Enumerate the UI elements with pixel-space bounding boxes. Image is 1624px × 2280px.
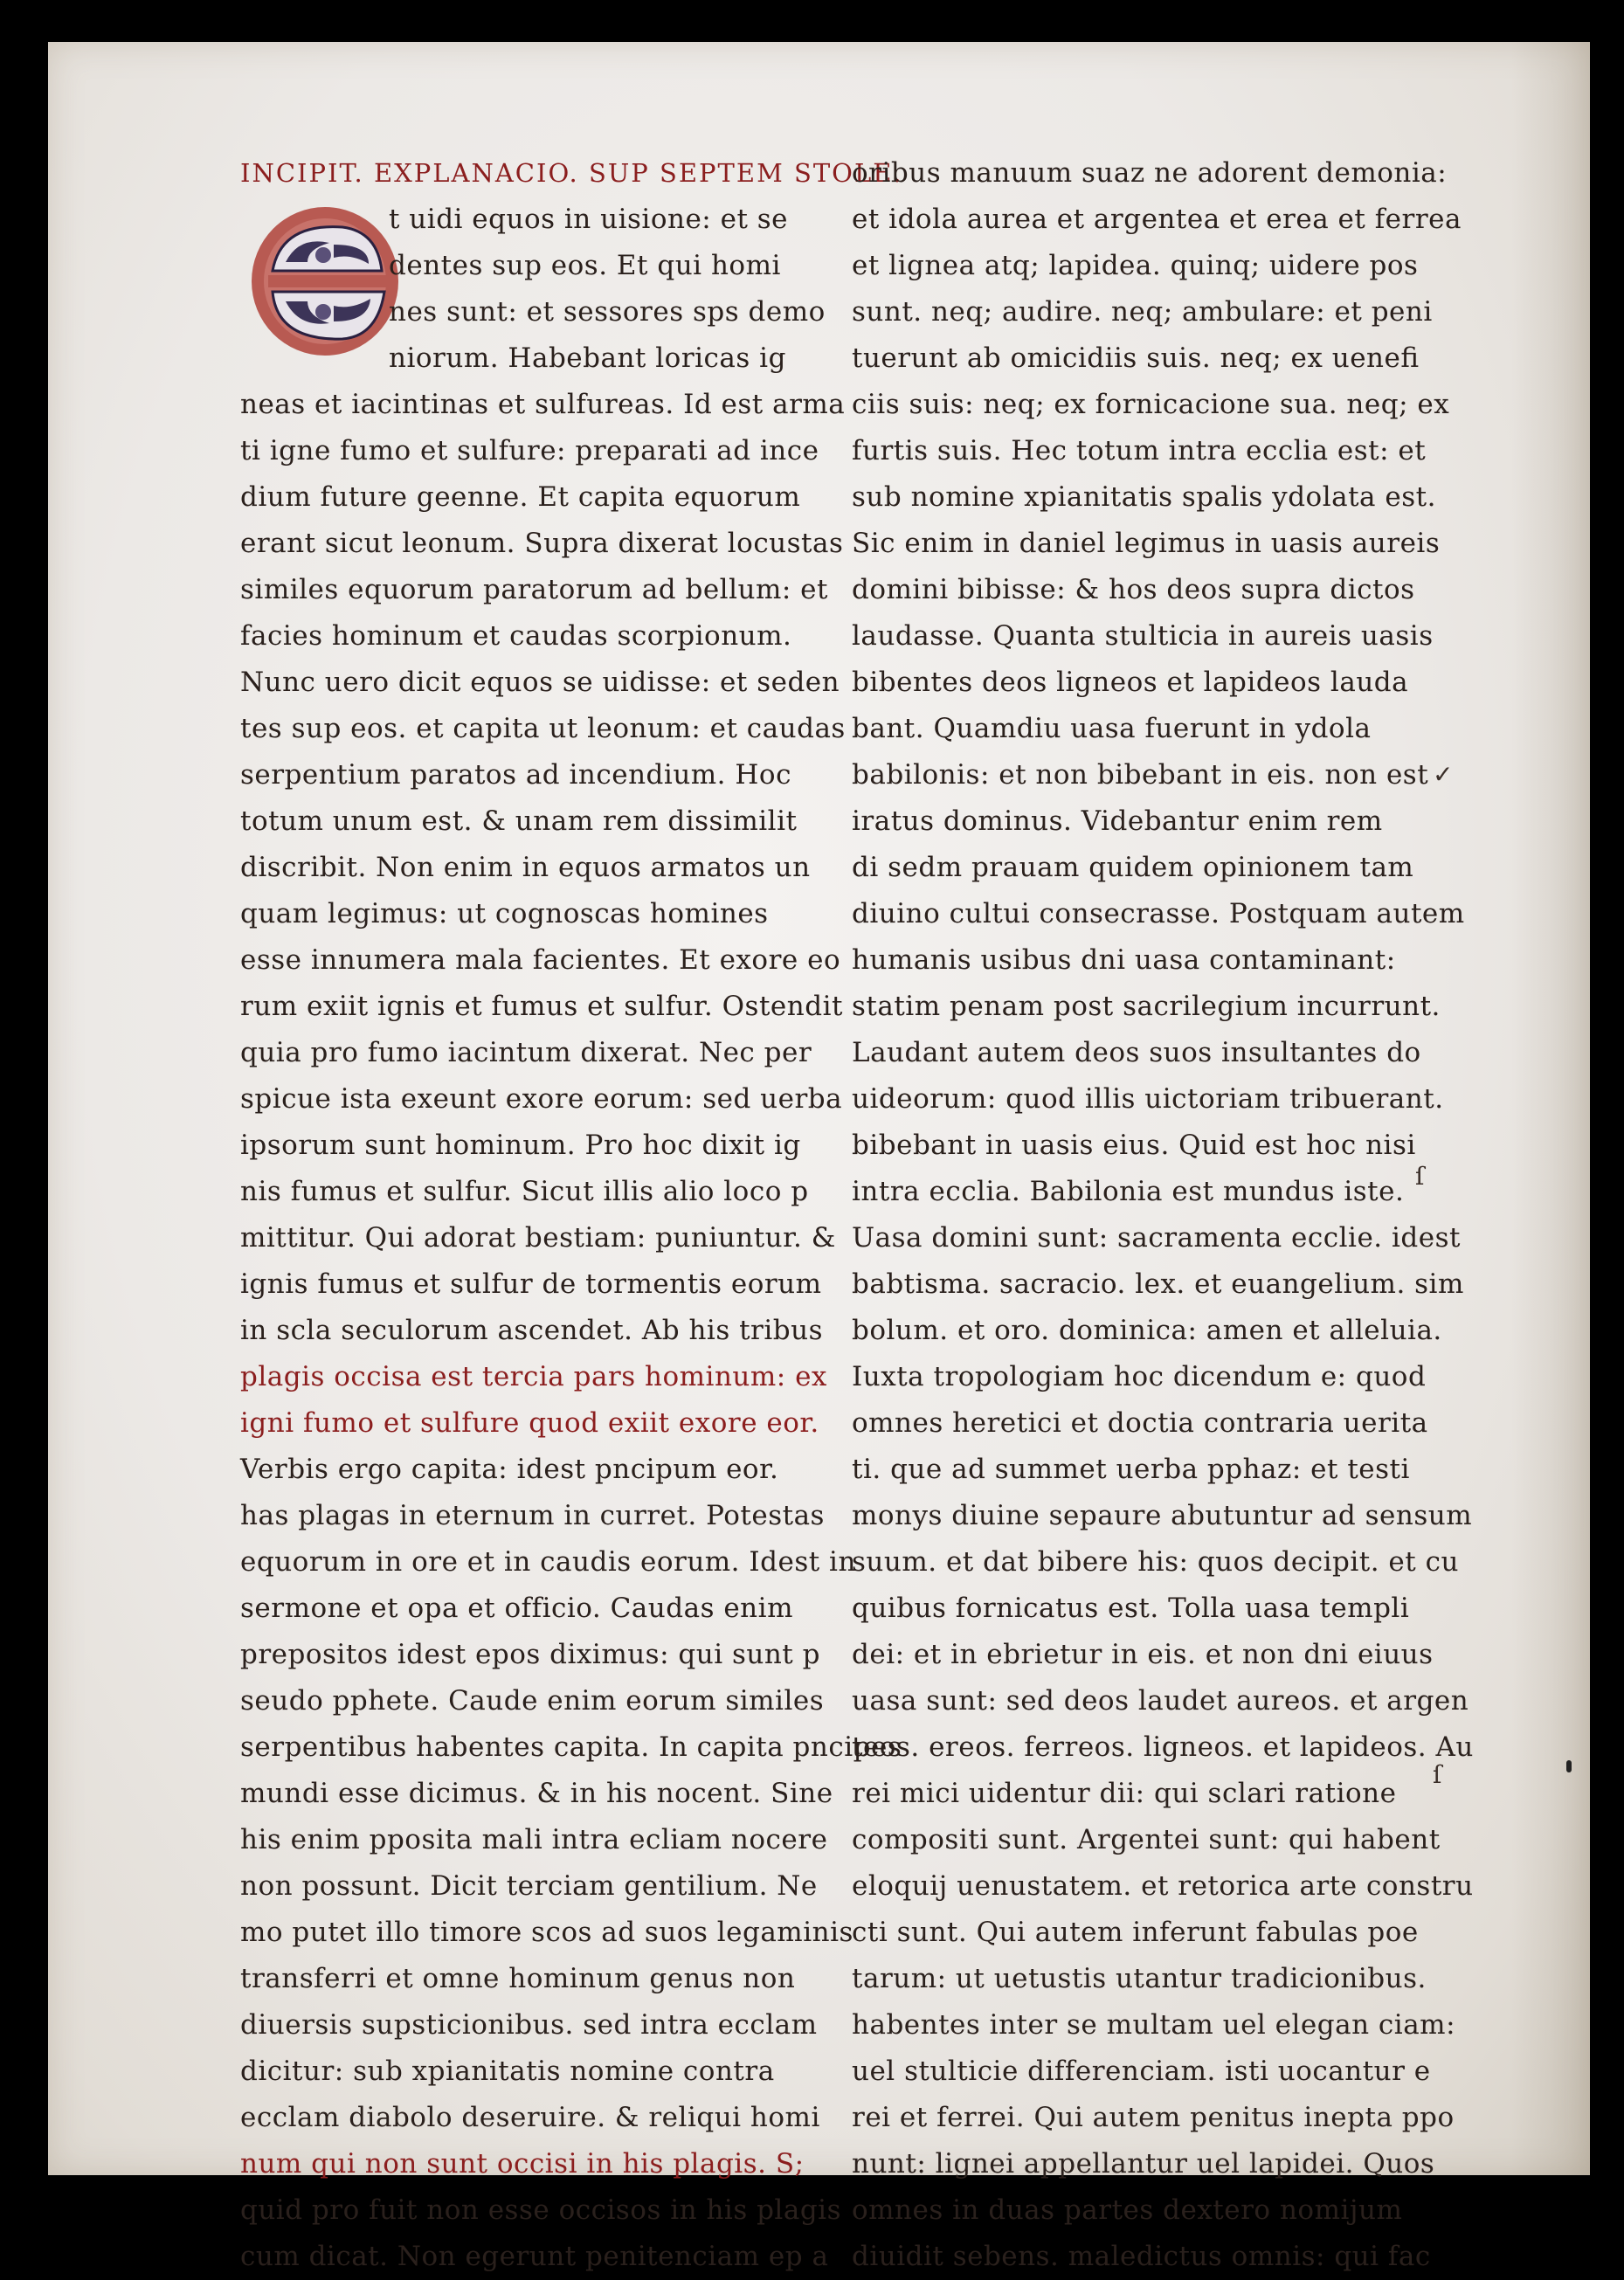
text-line: et idola aurea et argentea et erea et ferrea	[852, 204, 1462, 235]
text-line: Uasa domini sunt: sacramenta ecclie. idest	[852, 1222, 1461, 1254]
text-line: ti igne fumo et sulfure: preparati ad ince	[240, 435, 819, 466]
text-line: bibebant in uasis eius. Quid est hoc nisi	[852, 1130, 1416, 1161]
text-line: quid pro fuit non esse occisos in his plagis	[240, 2194, 842, 2226]
text-line: eloquij uenustatem. et retorica arte constru	[852, 1870, 1474, 1902]
text-line: seudo pphete. Caude enim eorum similes	[240, 1685, 825, 1717]
text-line: Iuxta tropologiam hoc dicendum e: quod	[852, 1361, 1427, 1392]
text-line: spicue ista exeunt exore eorum: sed uerba	[240, 1083, 843, 1115]
text-line: compositi sunt. Argentei sunt: qui habent	[852, 1824, 1441, 1855]
text-line: ipsorum sunt hominum. Pro hoc dixit ig	[240, 1130, 801, 1161]
margin-dot	[1566, 1760, 1572, 1772]
text-line: similes equorum paratorum ad bellum: et	[240, 574, 828, 605]
text-line: Laudant autem deos suos insultantes do	[852, 1037, 1421, 1068]
text-line: ecclam diabolo deseruire. & reliqui homi	[240, 2102, 820, 2133]
text-line: num qui non sunt occisi in his plagis. S;	[240, 2148, 805, 2180]
text-line: omnes heretici et doctia contraria uerita	[852, 1407, 1428, 1439]
text-line: omnes in duas partes dextero nomijum	[852, 2194, 1403, 2226]
text-line: bibentes deos ligneos et lapideos lauda	[852, 667, 1409, 698]
text-line: bolum. et oro. dominica: amen et alleluia.	[852, 1315, 1442, 1346]
text-line: plagis occisa est tercia pars hominum: ex	[240, 1361, 827, 1392]
text-line: quam legimus: ut cognoscas homines	[240, 898, 769, 929]
text-line: transferri et omne hominum genus non	[240, 1963, 796, 1994]
text-line: ti. que ad summet uerba pphaz: et testi	[852, 1454, 1410, 1485]
text-line: prepositos idest epos diximus: qui sunt p	[240, 1639, 820, 1670]
text-line: quia pro fumo iacintum dixerat. Nec per	[240, 1037, 812, 1068]
text-line: neas et iacintinas et sulfureas. Id est arma	[240, 389, 846, 420]
text-line: rei et ferrei. Qui autem penitus inepta ppo	[852, 2102, 1455, 2133]
text-line: nunt: lignei appellantur uel lapidei. Quos	[852, 2148, 1435, 2180]
text-line: diuino cultui consecrasse. Postquam autem	[852, 898, 1465, 929]
text-line: igni fumo et sulfure quod exiit exore eor.	[240, 1407, 819, 1439]
text-line: nis fumus et sulfur. Sicut illis alio loco p	[240, 1176, 809, 1207]
text-line: dentes sup eos. Et qui homi	[389, 250, 781, 281]
text-line: babtisma. sacracio. lex. et euangelium. sim	[852, 1268, 1464, 1300]
text-line: ignis fumus et sulfur de tormentis eorum	[240, 1268, 822, 1300]
text-line: sunt. neq; audire. neq; ambulare: et peni	[852, 296, 1433, 328]
text-line: sub nomine xpianitatis spalis ydolata est.	[852, 481, 1436, 513]
text-line: di sedm prauam quidem opinionem tam	[852, 852, 1414, 883]
text-line: humanis usibus dni uasa contaminant:	[852, 944, 1396, 976]
text-line: has plagas in eternum in curret. Potestas	[240, 1500, 825, 1531]
right-column	[852, 150, 1474, 2280]
text-line: tuerunt ab omicidiis suis. neq; ex ueneﬁ	[852, 342, 1420, 374]
text-line: mundi esse dicimus. & in his nocent. Sine	[240, 1778, 833, 1809]
text-line: bant. Quamdiu uasa fuerunt in ydola	[852, 713, 1372, 744]
text-line: teos. ereos. ferreos. ligneos. et lapideos. Au	[852, 1731, 1474, 1763]
text-line: iratus dominus. Videbantur enim rem	[852, 805, 1383, 837]
text-line: discribit. Non enim in equos armatos un	[240, 852, 811, 883]
text-line: sermone et opa et officio. Caudas enim	[240, 1593, 793, 1624]
text-line: his enim pposita mali intra ecliam nocere	[240, 1824, 828, 1855]
text-line: t uidi equos in uisione: et se	[389, 204, 789, 235]
text-line: serpentibus habentes capita. In capita pncipes	[240, 1731, 902, 1763]
text-line: uideorum: quod illis uictoriam tribuerant.	[852, 1083, 1444, 1115]
incipit-heading: INCIPIT. EXPLANACIO. SUP SEPTEM STOLE.	[240, 158, 903, 188]
text-line: diuersis supsticionibus. sed intra ecclam	[240, 2009, 818, 2041]
text-line: rei mici uidentur dii: qui sclari ratione	[852, 1778, 1397, 1809]
text-line: mo putet illo timore scos ad suos legaminis	[240, 1917, 853, 1948]
text-line: diuidit sebens. maledictus omnis: qui fac	[852, 2241, 1431, 2272]
text-line: in scla seculorum ascendet. Ab his tribus	[240, 1315, 824, 1346]
text-line: dei: et in ebrietur in eis. et non dni eiuus	[852, 1639, 1434, 1670]
text-line: laudasse. Quanta stulticia in aureis uasis	[852, 620, 1434, 652]
text-line: domini bibisse: & hos deos supra dictos	[852, 574, 1415, 605]
text-line: Verbis ergo capita: idest pncipum eor.	[240, 1454, 779, 1485]
text-line: totum unum est. & unam rem dissimilit	[240, 805, 798, 837]
text-line: serpentium paratos ad incendium. Hoc	[240, 759, 791, 791]
text-line: oribus manuum suaz ne adorent demonia:	[852, 157, 1448, 189]
text-line: dicitur: sub xpianitatis nomine contra	[240, 2055, 775, 2087]
text-line: tes sup eos. et capita ut leonum: et caudas	[240, 713, 846, 744]
text-line: monys diuine sepaure abutuntur ad sensum	[852, 1500, 1473, 1531]
text-line: equorum in ore et in caudis eorum. Idest in	[240, 1546, 856, 1578]
text-line: suum. et dat bibere his: quos decipit. et cu	[852, 1546, 1459, 1578]
text-line: erant sicut leonum. Supra dixerat locustas	[240, 528, 844, 559]
text-line: dium future geenne. Et capita equorum	[240, 481, 801, 513]
text-line: et lignea atq; lapidea. quinq; uidere pos	[852, 250, 1419, 281]
text-line: non possunt. Dicit terciam gentilium. Ne	[240, 1870, 818, 1902]
text-line: niorum. Habebant loricas ig	[389, 342, 786, 374]
text-line: nes sunt: et sessores sps demo	[389, 296, 826, 328]
text-line: statim penam post sacrilegium incurrunt.	[852, 991, 1441, 1022]
text-line: intra ecclia. Babilonia est mundus iste.	[852, 1176, 1405, 1207]
margin-mark: ſ	[1433, 1760, 1442, 1789]
left-column	[240, 150, 903, 2280]
text-line: babilonis: et non bibebant in eis. non est	[852, 759, 1429, 791]
text-line: uel stulticie differenciam. isti uocantur e	[852, 2055, 1431, 2087]
text-line: cti sunt. Qui autem inferunt fabulas poe	[852, 1917, 1419, 1948]
text-line: esse innumera mala facientes. Et exore eo	[240, 944, 841, 976]
margin-mark: ✓	[1433, 760, 1454, 789]
text-line: mittitur. Qui adorat bestiam: puniuntur. &	[240, 1222, 836, 1254]
text-line: habentes inter se multam uel elegan ciam:	[852, 2009, 1456, 2041]
text-line: rum exiit ignis et fumus et sulfur. Ostendit	[240, 991, 843, 1022]
text-line: tarum: ut uetustis utantur tradicionibus.	[852, 1963, 1427, 1994]
text-line: furtis suis. Hec totum intra ecclia est: et	[852, 435, 1427, 466]
text-line: Sic enim in daniel legimus in uasis aureis	[852, 528, 1441, 559]
text-line: uasa sunt: sed deos laudet aureos. et argen	[852, 1685, 1469, 1717]
text-line: facies hominum et caudas scorpionum.	[240, 620, 792, 652]
text-line: cum dicat. Non egerunt penitenciam ep a	[240, 2241, 829, 2272]
text-line: ciis suis: neq; ex fornicacione sua. neq; ex	[852, 389, 1450, 420]
margin-mark: ſ	[1415, 1162, 1425, 1191]
text-line: quibus fornicatus est. Tolla uasa templi	[852, 1593, 1410, 1624]
text-line: Nunc uero dicit equos se uidisse: et seden	[240, 667, 840, 698]
